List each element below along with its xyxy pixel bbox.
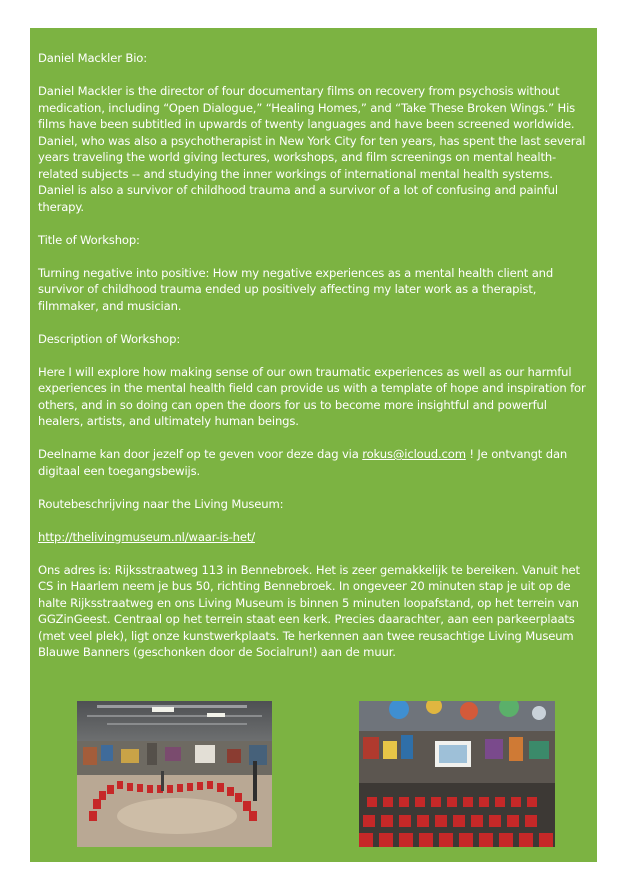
bio-heading: Daniel Mackler Bio:	[38, 51, 147, 65]
route-body: Ons adres is: Rijksstraatweg 113 in Bennebroek. Het is zeer gemakkelijk te bereiken. Vanuit het CS in Haarlem neem je bus 50, richting Bennebroek. In ongeveer 20 minuten stap je uit op de halte Rijksstraatweg en ons Living Museum is binnen 5 minuten loopafstand, op het terrein van GGZinGeest. Centraal op het terrein staat een kerk. Precies daarachter, aan een parkeerplaats (met veel plek), ligt onze kunstwerkplaats. Te herkennen aan twee reusachtige Living Museum Blauwe Banners (geschonken door de Socialrun!) aan de muur.	[38, 562, 580, 659]
route-heading: Routebeschrijving naar the Living Museum:	[38, 496, 284, 511]
bio-body: Daniel Mackler is the director of four documentary films on recovery from psychosis without medication, including “Open Dialogue,” “Healing Homes,” and “Take These Broken Wings.” His films have been subtitled in upwards of twenty languages and have been screened worldwide. Daniel, who was also a psychotherapist in New York City for ten years, has spent the last several years traveling the world giving lectures, workshops, and film screenings on mental health-related subjects -- and studying the inner workings of international mental health systems. Daniel is also a survivor of childhood trauma and a survivor of a lot of confusing and painful therapy.	[38, 84, 586, 214]
workshop-room-photo	[359, 701, 555, 847]
route-link[interactable]: http://thelivingmuseum.nl/waar-is-het/	[38, 529, 255, 544]
registration-email-link[interactable]: rokus@icloud.com	[362, 447, 466, 461]
registration-text-after: ! Je ontvangt dan digitaal een toegangsbewijs.	[38, 447, 568, 478]
registration-text-before: Deelname kan door jezelf op te geven voor deze dag via	[38, 447, 363, 461]
flyer-text	[38, 50, 591, 661]
route-link-paragraph	[38, 529, 591, 546]
registration-paragraph	[38, 446, 591, 479]
workshop-title-heading: Title of Workshop:	[38, 232, 140, 247]
workshop-description-body: Here I will explore how making sense of our own traumatic experiences as well as our harmful experiences in the mental health field can provide us with a template of hope and inspiration for others, and in so doing can open the doors for us to become more insightful and powerful healers, artists, and ultimately human beings.	[38, 364, 586, 428]
photos-row	[77, 701, 555, 847]
flyer-page	[30, 28, 597, 862]
museum-hall-photo	[77, 701, 272, 847]
workshop-description-heading: Description of Workshop:	[38, 331, 181, 346]
workshop-title-body: Turning negative into positive: How my negative experiences as a mental health client and survivor of childhood trauma ended up positively affecting my later work as a therapist, filmmaker, and musician.	[38, 265, 554, 313]
